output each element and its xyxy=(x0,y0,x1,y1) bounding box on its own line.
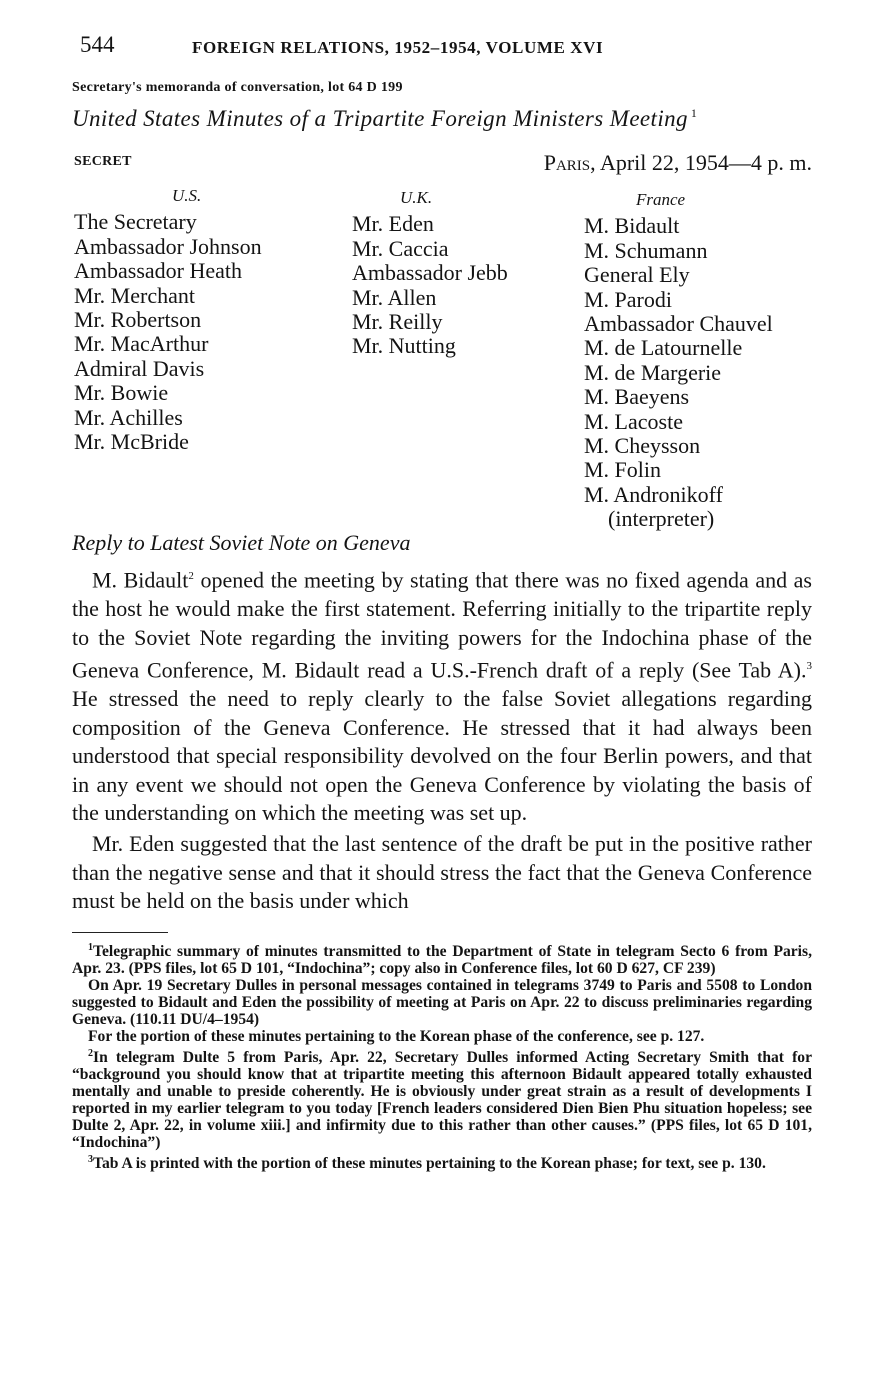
paragraph xyxy=(72,562,812,828)
participant-name: M. Baeyens xyxy=(584,384,690,410)
participant-name: Mr. Bowie xyxy=(74,380,169,406)
footnotes xyxy=(72,939,812,1173)
participants-uk-heading: U.K. xyxy=(400,188,433,207)
footnote-mark: 3 xyxy=(88,1154,93,1166)
footnote-text: Telegraphic summary of minutes transmitted to the Department of State in telegram Secto 6 from Paris, Apr. 23. (PPS files, lot 65 D 101, “Indochina”; copy also in Conference files, lot 60 D 627, CF 239) xyxy=(72,942,812,977)
participant-name: Mr. Robertson xyxy=(74,307,202,333)
page-header xyxy=(72,28,812,64)
running-head: FOREIGN RELATIONS, 1952–1954, VOLUME XVI xyxy=(192,38,604,57)
footnote-3 xyxy=(72,1151,812,1172)
participant-name: Mr. McBride xyxy=(74,429,189,455)
classification-row xyxy=(72,150,812,184)
document-title-text: United States Minutes of a Tripartite Foreign Ministers Meeting xyxy=(72,106,688,131)
footnote-divider xyxy=(72,932,168,933)
participant-name: Mr. Merchant xyxy=(74,282,195,308)
participant-name: The Secretary xyxy=(74,209,197,235)
document-title xyxy=(72,106,812,132)
footnote-mark: 2 xyxy=(88,1047,93,1059)
participant-name: General Ely xyxy=(584,262,690,288)
document-page xyxy=(72,28,812,1172)
participants-us xyxy=(74,184,344,454)
participant-name: M. Folin xyxy=(584,457,662,483)
participant-name: M. Bidault xyxy=(584,213,680,239)
participant-name: Ambassador Chauvel xyxy=(584,311,773,337)
participant-name: Mr. MacArthur xyxy=(74,331,209,357)
footnote-ref-1: 1 xyxy=(690,106,698,121)
body-text xyxy=(72,562,812,916)
participant-name: M. Andronikoff xyxy=(584,481,723,507)
footnote-1 xyxy=(72,939,812,977)
participant-name: M. de Margerie xyxy=(584,359,722,385)
paragraph-text: opened the meeting by stating that there was no fixed agenda and as the host he would make the first statement. Referring initially to the tripartite reply to the Soviet Note regarding the inviting powers for the Indochina phase of the Geneva Conference, M. Bidault read a U.S.-French draft of a reply (See Tab A). xyxy=(72,567,812,683)
participants-france xyxy=(584,188,824,532)
participant-name: Admiral Davis xyxy=(74,355,205,381)
paragraph-text: M. Bidault xyxy=(92,567,189,593)
participant-name: Mr. Caccia xyxy=(352,235,449,261)
participant-name: M. de Latournelle xyxy=(584,335,743,361)
participant-name: Ambassador Jebb xyxy=(352,260,508,286)
participant-name: Mr. Allen xyxy=(352,284,437,310)
participant-role-note: (interpreter) xyxy=(608,506,715,532)
participants-uk xyxy=(352,186,572,359)
dateline-place: Paris xyxy=(543,150,591,175)
dateline-date: , April 22, 1954—4 p. m. xyxy=(590,150,812,175)
source-note: Secretary's memoranda of conversation, lot 64 D 199 xyxy=(72,80,403,95)
participant-name: M. Cheysson xyxy=(584,433,701,459)
classification-marking: SECRET xyxy=(74,154,132,169)
footnote-text: In telegram Dulte 5 from Paris, Apr. 22, Secretary Dulles informed Acting Secretary Smith that for “background you should know that at tripartite meeting this afternoon Bidault appeared totally exhausted mentally and unable to preside coherently. He is obviously under great strain as a result of developments I reported in my earlier telegram to you today [French leaders considered Dien Bien Phu situation hopeless; see Dulte 2, Apr. 22, in volume xiii.] and infirmity due to this rather than other causes.” (PPS files, lot 65 D 101, “Indochina”) xyxy=(72,1049,812,1152)
footnote-text: Tab A is printed with the portion of these minutes pertaining to the Korean phase; for text, see p. 130. xyxy=(93,1155,766,1173)
footnote-ref-2: 2 xyxy=(188,570,194,582)
participant-name: Mr. Nutting xyxy=(352,333,456,359)
participant-name: M. Schumann xyxy=(584,237,708,263)
footnote-ref-3: 3 xyxy=(806,660,812,673)
paragraph: Mr. Eden suggested that the last sentence of the draft be put in the positive rather than the negative sense and that it should stress the fact that the Geneva Conference must be held on the basis under which xyxy=(72,831,812,914)
page-number: 544 xyxy=(80,32,115,57)
footnote-1-paragraph-3: For the portion of these minutes pertaining to the Korean phase of the conference, see p. 127. xyxy=(88,1027,705,1045)
participant-name: M. Lacoste xyxy=(584,408,683,434)
participant-name: M. Parodi xyxy=(584,286,672,312)
participants-us-heading: U.S. xyxy=(172,186,202,205)
participant-name: Mr. Reilly xyxy=(352,309,443,335)
dateline xyxy=(544,150,812,176)
footnote-1-paragraph-2: On Apr. 19 Secretary Dulles in personal messages contained in telegrams 3749 to Paris and 5508 to London suggested to Bidault and Eden the possibility of meeting at Paris on Apr. 22 to discuss preliminaries regarding Geneva. (110.11 DU/4–1954) xyxy=(72,976,812,1028)
footnote-mark: 1 xyxy=(88,941,93,953)
participant-name: Mr. Achilles xyxy=(74,404,183,430)
participants-list xyxy=(72,184,812,532)
participant-name: Ambassador Heath xyxy=(74,258,243,284)
participants-france-heading: France xyxy=(636,190,686,209)
participant-name: Mr. Eden xyxy=(352,211,434,237)
paragraph-text: He stressed the need to reply clearly to the false Soviet allegations regarding composition of the Geneva Conference. He stressed that it had always been understood that special responsibility devolved on the four Berlin powers, and that in any event we should not open the Geneva Conference by violating the basis of the understanding on which the meeting was set up. xyxy=(72,686,812,826)
section-heading: Reply to Latest Soviet Note on Geneva xyxy=(72,530,411,555)
participant-name: Ambassador Johnson xyxy=(74,233,262,259)
footnote-2 xyxy=(72,1045,812,1151)
